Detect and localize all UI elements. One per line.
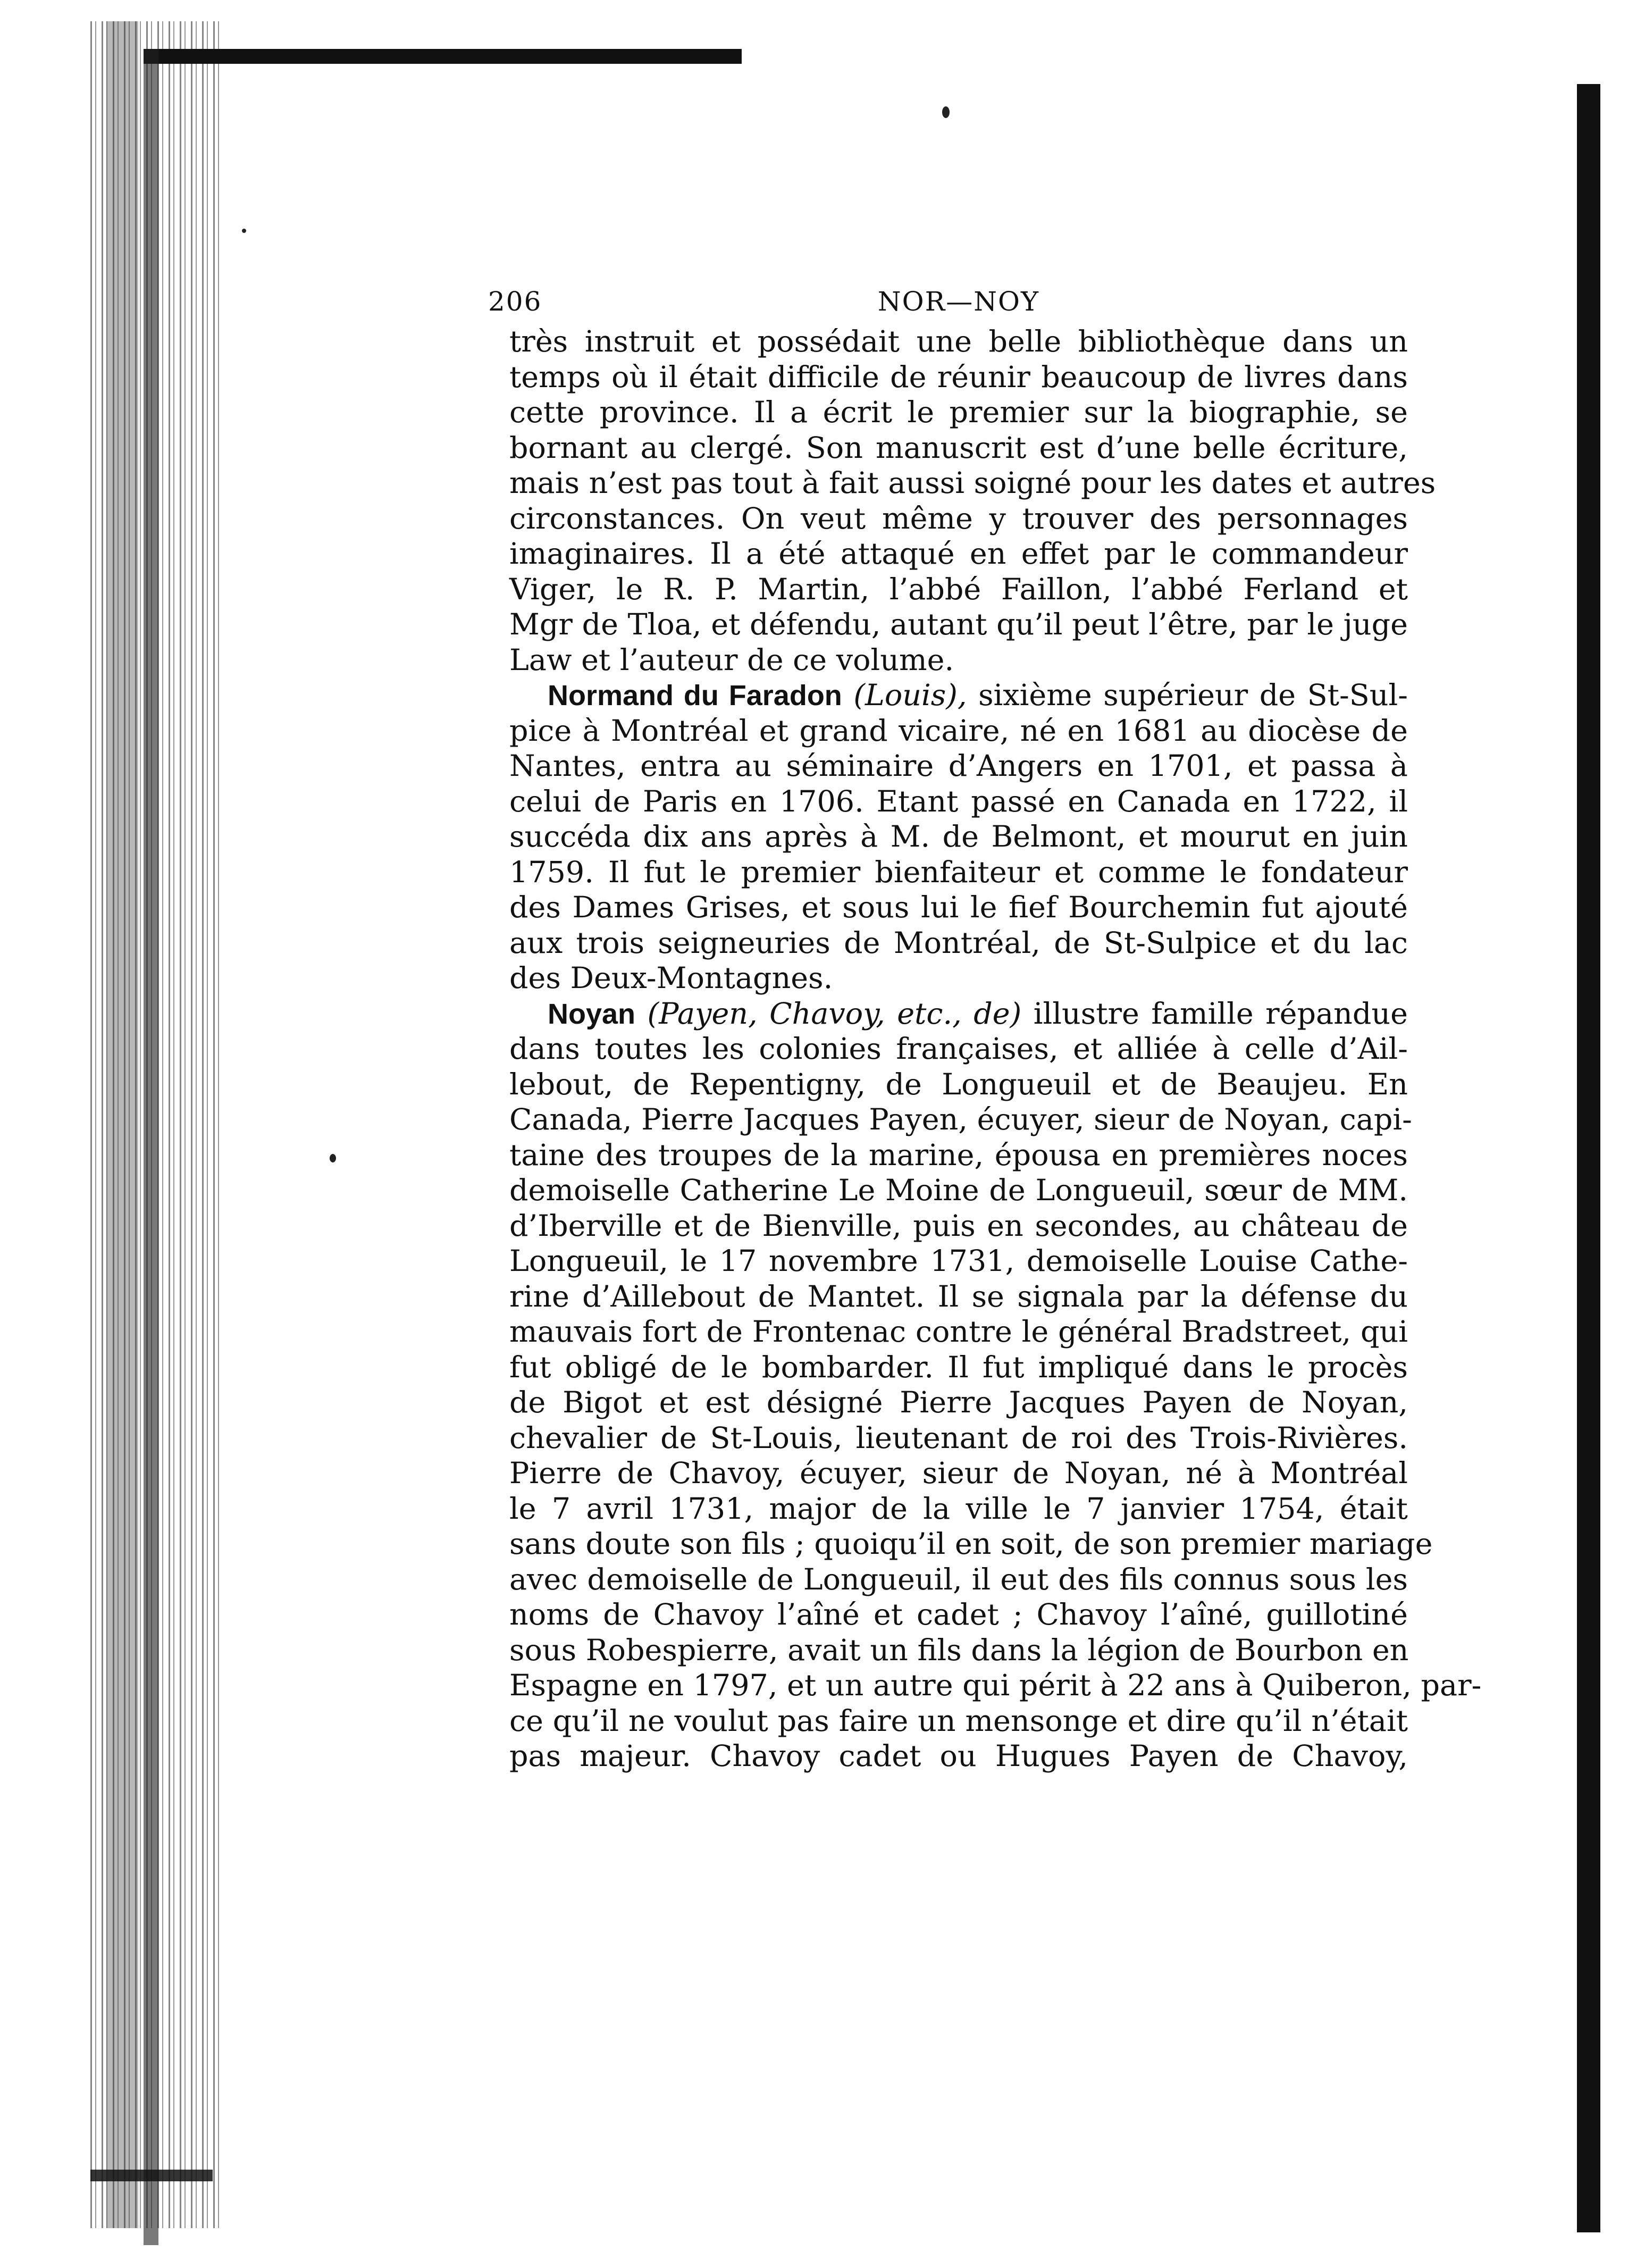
entry-lead-text: illustre famille répandue [1021, 996, 1408, 1031]
text-line: sans doute son fils ; quoiqu’il en soit, de son premier mariage [509, 1527, 1433, 1561]
text-line: lebout, de Repentigny, de Longueuil et de Beaujeu. En [509, 1067, 1408, 1102]
text-line: mais n’est pas tout à fait aussi soigné pour les dates et autres [509, 466, 1436, 500]
text-line: celui de Paris en 1706. Etant passé en Canada en 1722, il [509, 784, 1408, 819]
text-line: noms de Chavoy l’aîné et cadet ; Chavoy l’aîné, guillotiné [509, 1597, 1408, 1632]
entry-headword: Normand du Faradon [548, 680, 842, 712]
text-line: des Deux-Montagnes. [509, 961, 833, 995]
entry-lead-line [509, 997, 1408, 1032]
body-text [509, 324, 1482, 1775]
text-line: temps où il était difficile de réunir beaucoup de livres dans [509, 359, 1408, 395]
text-line: Pierre de Chavoy, écuyer, sieur de Noyan, né à Montréal [509, 1456, 1408, 1491]
text-line: taine des troupes de la marine, épousa en premières noces [509, 1137, 1408, 1173]
text-line: ce qu’il ne voulut pas faire un mensonge et dire qu’il n’était [509, 1703, 1408, 1738]
text-line: bornant au clergé. Son manuscrit est d’une belle écriture, [509, 430, 1408, 465]
entry-normand-du-faradon [509, 678, 1408, 997]
text-line: rine d’Aillebout de Mantet. Il se signala par la défense du [509, 1279, 1408, 1314]
text-line: des Dames Grises, et sous lui le fief Bourchemin fut ajouté [509, 890, 1408, 925]
text-line: imaginaires. Il a été attaqué en effet par le commandeur [509, 537, 1408, 571]
text-line: succéda dix ans après à M. de Belmont, et mourut en juin [509, 819, 1408, 854]
entry-qualifier: (Payen, Chavoy, etc., de) [647, 996, 1022, 1031]
entry-noyan [509, 996, 1482, 1775]
text-line: Viger, le R. P. Martin, l’abbé Faillon, l’abbé Ferland et [509, 572, 1408, 607]
text-line: Canada, Pierre Jacques Payen, écuyer, sieur de Noyan, capi- [509, 1102, 1412, 1137]
text-line: pice à Montréal et grand vicaire, né en 1681 au diocèse de [509, 713, 1408, 748]
text-line: aux trois seigneuries de Montréal, de St-Sulpice et du lac [509, 925, 1408, 960]
entry-lead-text: sixième supérieur de St-Sul- [967, 678, 1408, 713]
running-head [488, 277, 1408, 324]
text-line: mauvais fort de Frontenac contre le général Bradstreet, qui [509, 1315, 1408, 1349]
scan-bottom-border [90, 2170, 213, 2181]
text-line: Law et l’auteur de ce volume. [509, 642, 954, 677]
text-line: demoiselle Catherine Le Moine de Longueuil, sœur de MM. [509, 1173, 1408, 1208]
continuation-paragraph [509, 324, 1436, 678]
entry-headword: Noyan [548, 998, 636, 1030]
scan-speck [330, 1154, 336, 1162]
text-line: Longueuil, le 17 novembre 1731, demoiselle Louise Cathe- [509, 1244, 1408, 1278]
text-line: sous Robespierre, avait un fils dans la légion de Bourbon en [509, 1633, 1409, 1668]
text-line: 1759. Il fut le premier bienfaiteur et comme le fondateur [509, 855, 1408, 890]
text-line: Espagne en 1797, et un autre qui périt à 22 ans à Quiberon, par- [509, 1668, 1482, 1703]
text-line: d’Iberville et de Bienville, puis en secondes, au château de [509, 1208, 1408, 1243]
text-line: Nantes, entra au séminaire d’Angers en 1701, et passa à [509, 749, 1408, 783]
text-line: pas majeur. Chavoy cadet ou Hugues Payen de Chavoy, [509, 1739, 1408, 1773]
text-line: le 7 avril 1731, major de la ville le 7 janvier 1754, était [509, 1491, 1408, 1526]
text-line: chevalier de St-Louis, lieutenant de roi des Trois-Rivières. [509, 1420, 1408, 1455]
text-line: cette province. Il a écrit le premier sur la biographie, se [509, 395, 1408, 430]
text-line: dans toutes les colonies françaises, et alliée à celle d’Ail- [509, 1032, 1408, 1066]
text-line: circonstances. On veut même y trouver des personnages [509, 501, 1408, 536]
scan-speck [942, 106, 950, 118]
text-line: avec demoiselle de Longueuil, il eut des fils connus sous les [509, 1562, 1408, 1597]
running-title: NOR—NOY [877, 286, 1040, 317]
book-page [488, 277, 1482, 1775]
text-line: Mgr de Tloa, et défendu, autant qu’il peut l’être, par le juge [509, 607, 1408, 642]
entry-lead-line [509, 678, 1408, 714]
scan-right-border [1577, 84, 1600, 2232]
text-line: de Bigot et est désigné Pierre Jacques Payen de Noyan, [509, 1385, 1408, 1420]
scan-binding-shadow-dark [106, 21, 138, 2228]
entry-qualifier: (Louis), [853, 678, 967, 713]
text-line: fut obligé de le bombarder. Il fut impliqué dans le procès [509, 1350, 1408, 1385]
scan-left-border [144, 49, 158, 2245]
page-number: 206 [488, 286, 542, 317]
scan-top-border [144, 49, 742, 64]
text-line: très instruit et possédait une belle bibliothèque dans un [509, 324, 1408, 359]
scan-speck [242, 229, 246, 233]
